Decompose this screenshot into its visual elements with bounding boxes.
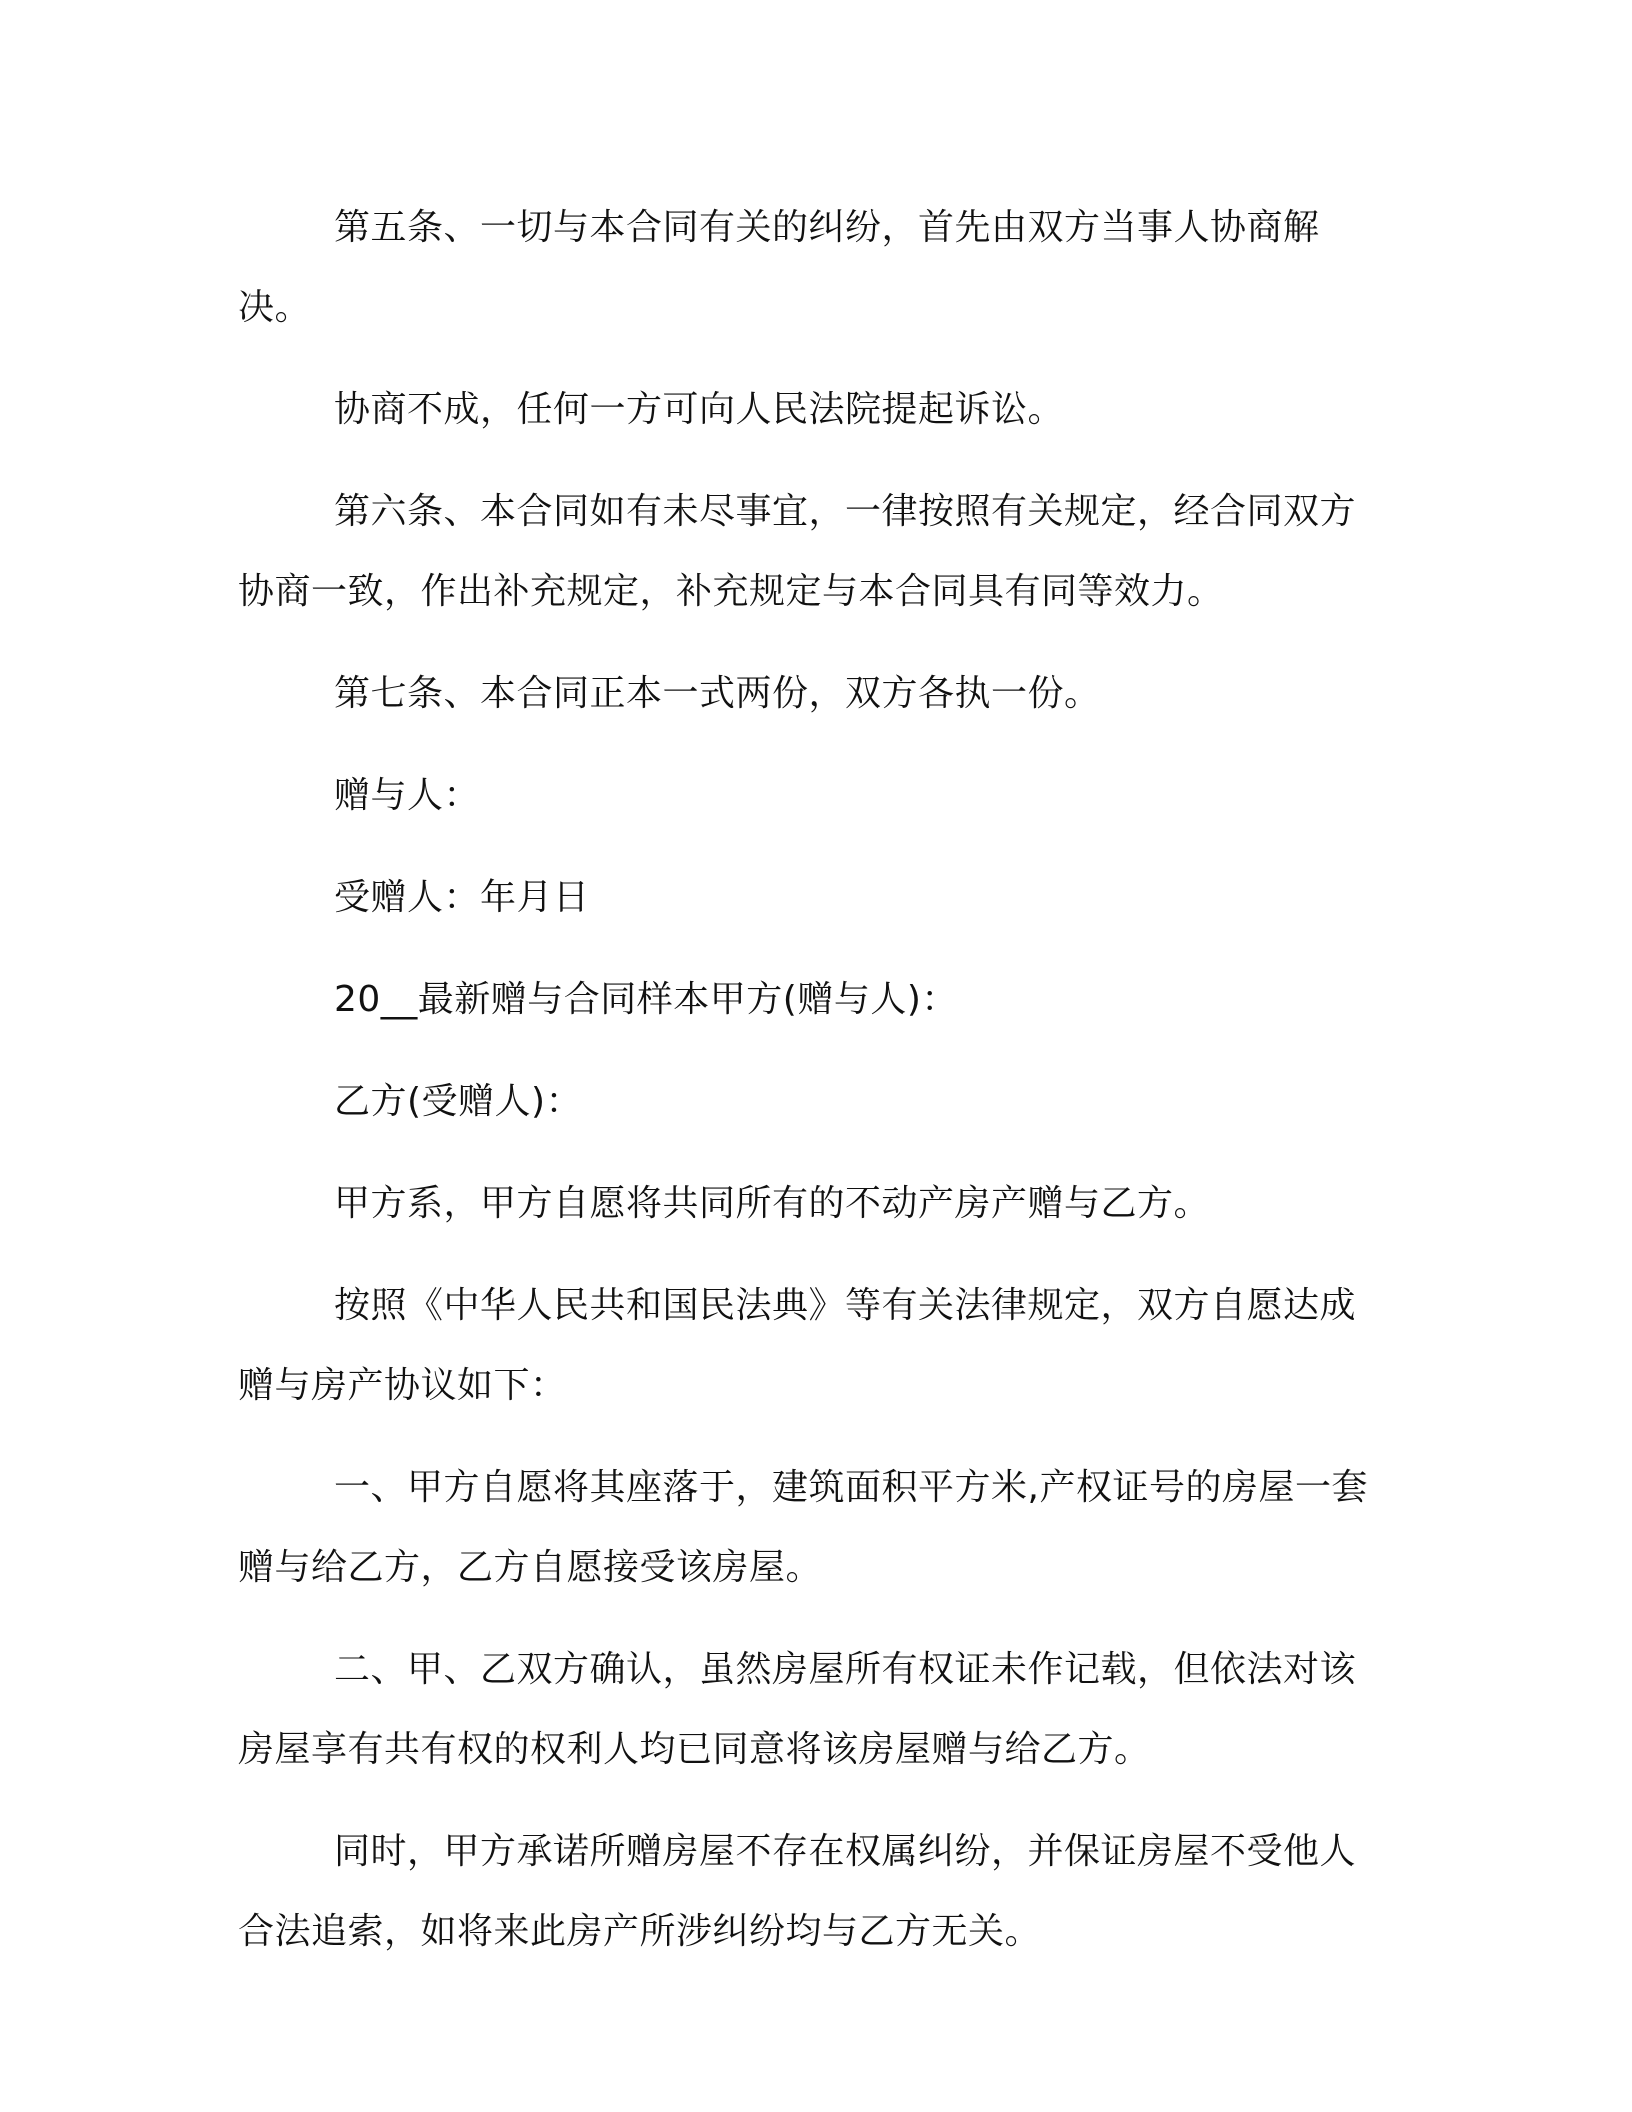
paragraph-donor-label: 赠与人： — [334, 775, 481, 816]
paragraph-legal-basis: 按照《中华人民共和国民法典》等有关法律规定，双方自愿达成赠与房产协议如下： — [238, 1285, 1357, 1406]
document-body — [238, 188, 1388, 1994]
paragraph-clause-1: 一、甲方自愿将其座落于，建筑面积平方米,产权证号的房屋一套赠与给乙方，乙方自愿接受该房屋。 — [238, 1467, 1368, 1588]
paragraph-article-6: 第六条、本合同如有未尽事宜，一律按照有关规定，经合同双方协商一致，作出补充规定，补充规定与本合同具有同等效力。 — [238, 491, 1357, 612]
paragraph-contract-title-party-a: 20__最新赠与合同样本甲方(赠与人)： — [334, 979, 958, 1020]
paragraph-article-5: 第五条、一切与本合同有关的纠纷，首先由双方当事人协商解决。 — [238, 207, 1320, 328]
paragraph-litigation: 协商不成，任何一方可向人民法院提起诉讼。 — [334, 389, 1065, 430]
paragraph-article-7: 第七条、本合同正本一式两份，双方各执一份。 — [334, 673, 1101, 714]
paragraph-party-b: 乙方(受赠人)： — [334, 1081, 583, 1122]
paragraph-party-a-intent: 甲方系，甲方自愿将共同所有的不动产房产赠与乙方。 — [334, 1183, 1211, 1224]
paragraph-guarantee: 同时，甲方承诺所赠房屋不存在权属纠纷，并保证房屋不受他人合法追索，如将来此房产所涉纠纷均与乙方无关。 — [238, 1831, 1357, 1952]
paragraph-donee-date: 受赠人：年月日 — [334, 877, 590, 918]
paragraph-clause-2: 二、甲、乙双方确认，虽然房屋所有权证未作记载，但依法对该房屋享有共有权的权利人均已同意将该房屋赠与给乙方。 — [238, 1649, 1357, 1770]
